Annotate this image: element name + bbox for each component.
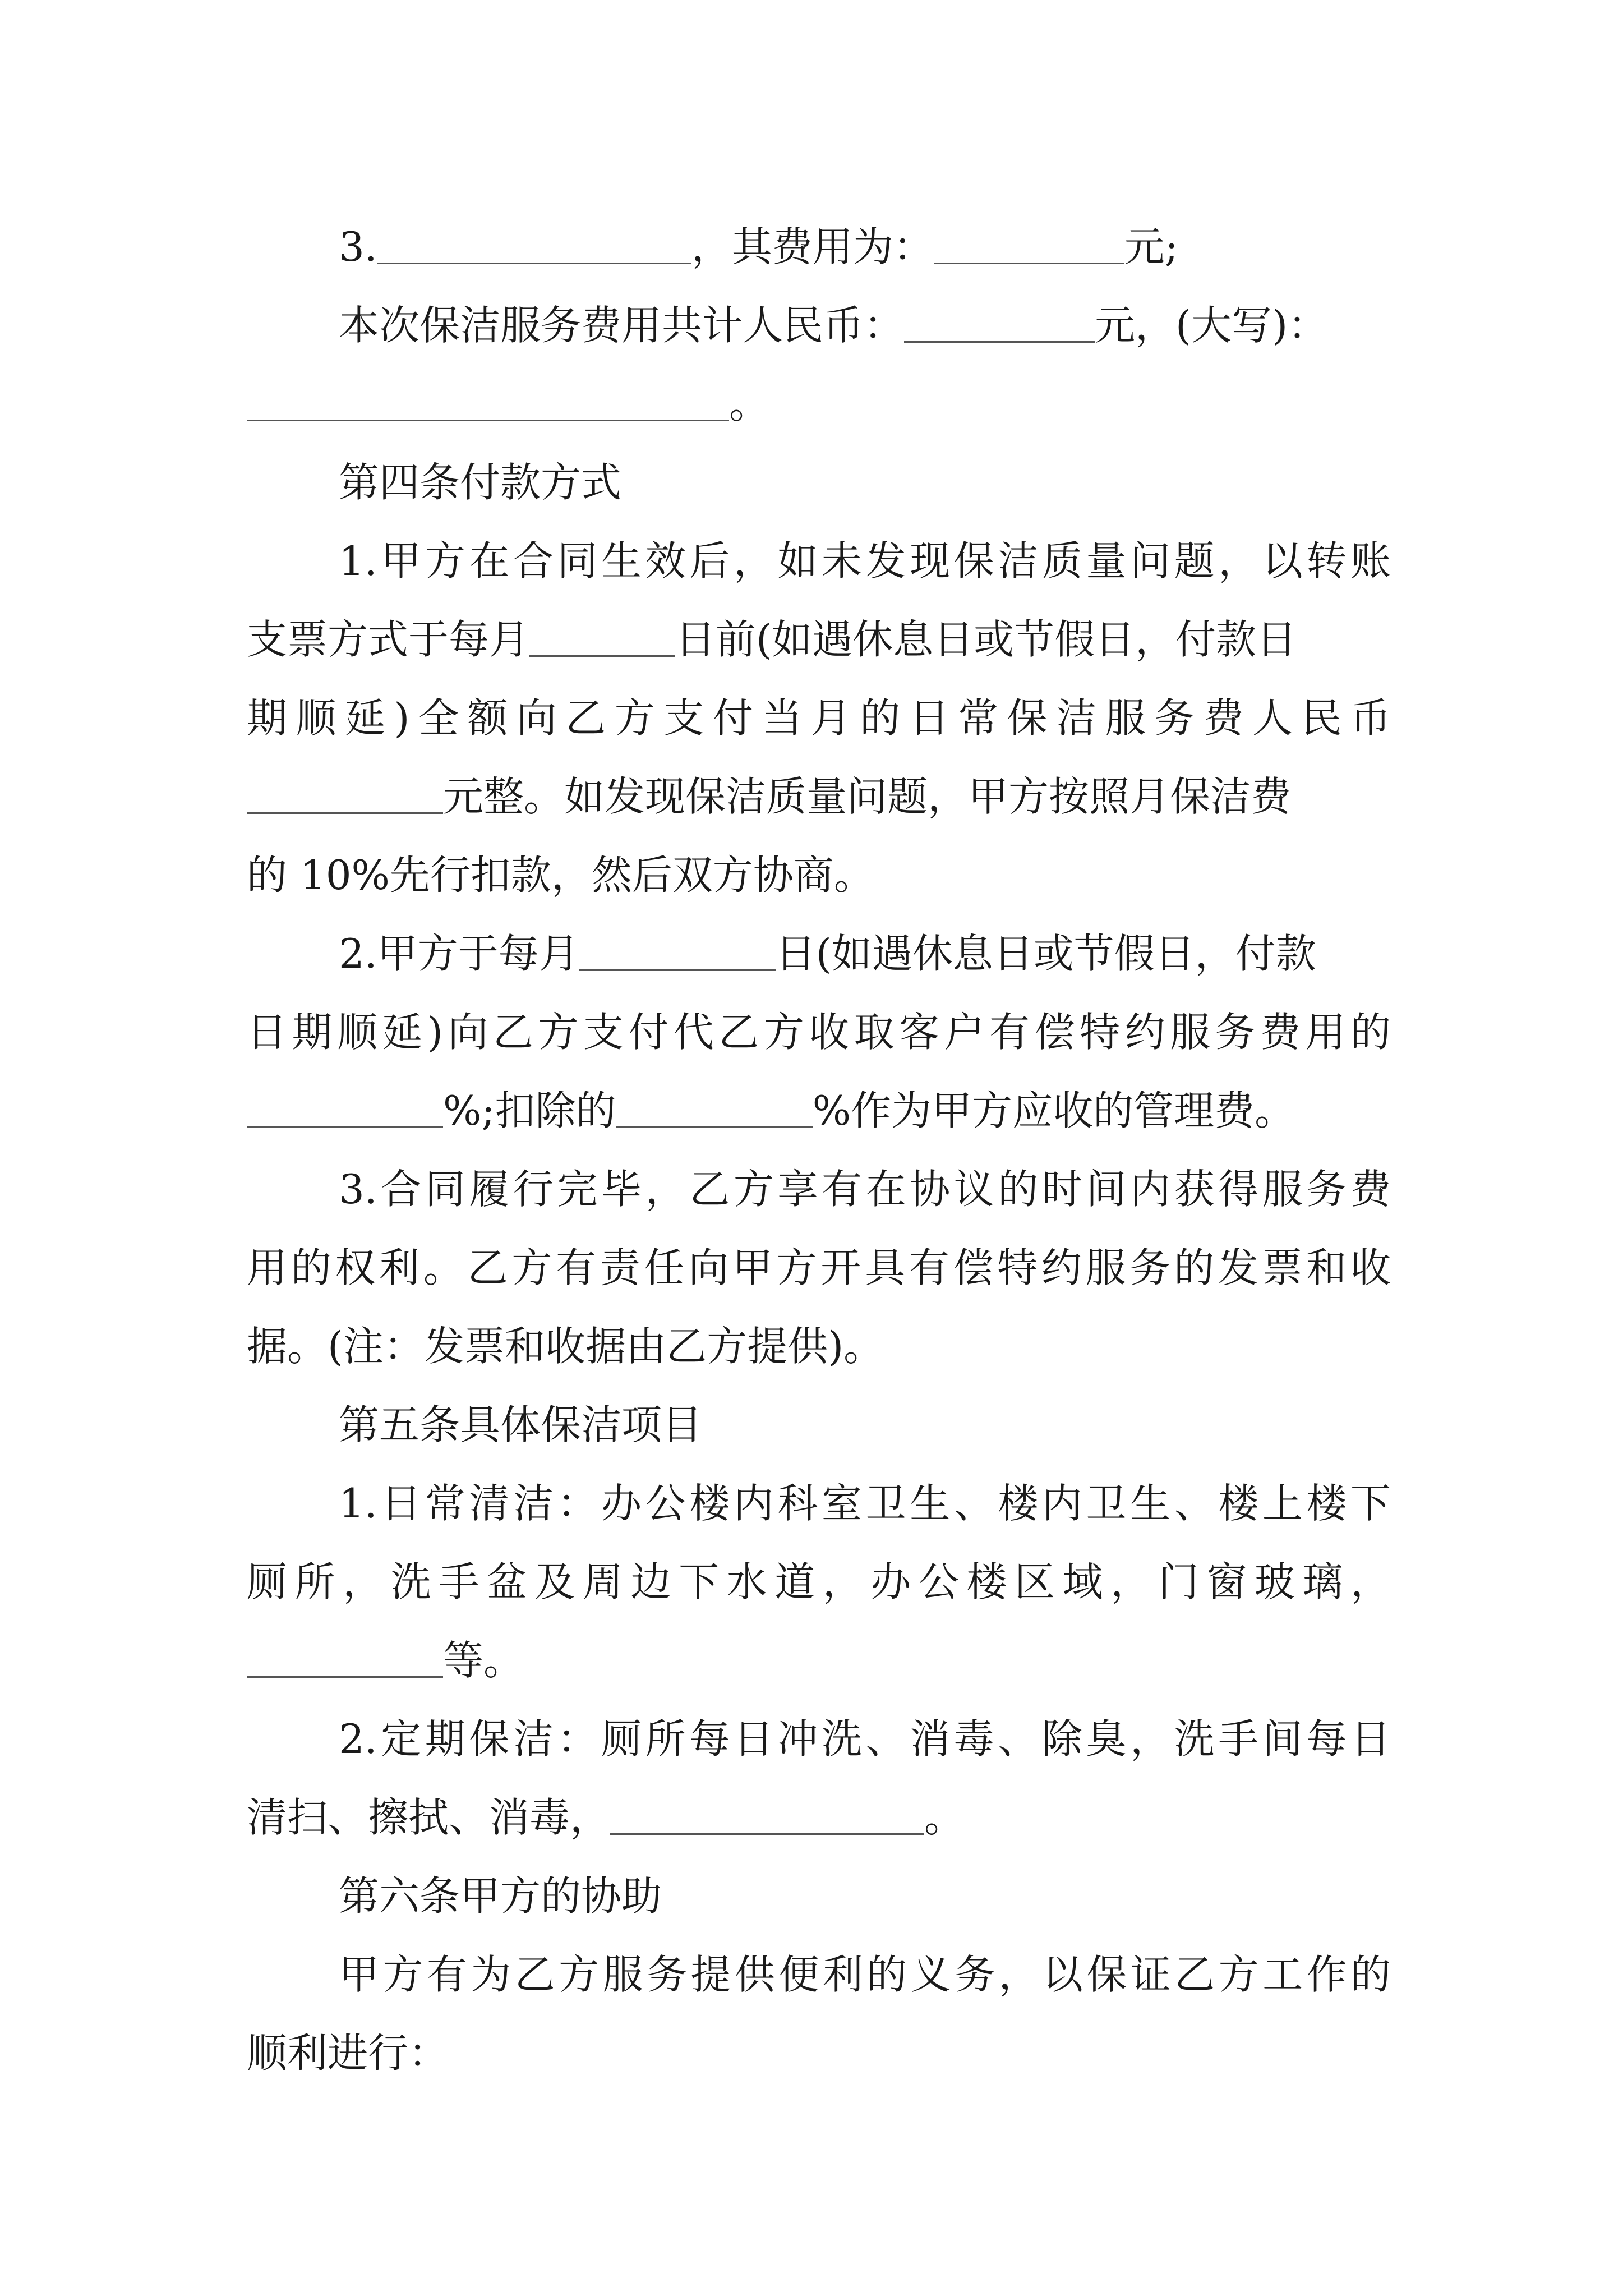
article-6-heading: 第六条甲方的协助 bbox=[339, 1872, 662, 1920]
article-5-item-1-line-3: 等。 bbox=[247, 1618, 1391, 1703]
article-5-item-2-line-1: 2.定期保洁：厕所每日冲洗、消毒、除臭，洗手间每日 bbox=[339, 1715, 1391, 1763]
document-page bbox=[247, 0, 1391, 2296]
article-4-item-2-line-1: 2.甲方于每月 日(如遇休息日或节假日，付款 bbox=[339, 930, 1316, 977]
article-6-line-2: 顺利进行： bbox=[247, 2030, 449, 2077]
fee-label: ，其费用为： bbox=[691, 223, 934, 270]
fee-unit: 元; bbox=[1124, 223, 1178, 270]
article-4-item-1-line-1: 1.甲方在合同生效后，如未发现保洁质量问题，以转账 bbox=[339, 537, 1391, 585]
fee-amount-blank[interactable] bbox=[934, 222, 1124, 264]
article-4-item-2-line-3: %;扣除的 %作为甲方应收的管理费。 bbox=[247, 1069, 1391, 1153]
period: 。 bbox=[729, 380, 770, 427]
daily-cleaning-other-blank[interactable] bbox=[247, 1636, 443, 1678]
payout-percent-blank[interactable] bbox=[247, 1086, 443, 1128]
article-5-item-1-line-1: 1.日常清洁：办公楼内科室卫生、楼内卫生、楼上楼下 bbox=[339, 1480, 1391, 1527]
article-5-item-2-line-2: 清扫、擦拭、消毒， 。 bbox=[247, 1794, 965, 1841]
fee-item-name-blank[interactable] bbox=[377, 222, 691, 264]
total-fee-label: 本次保洁服务费用共计人民币： bbox=[339, 302, 905, 349]
total-fee-uppercase-blank[interactable] bbox=[247, 379, 729, 421]
article-4-item-1-line-2: 支票方式于每月 日前(如遇休息日或节假日，付款日 bbox=[247, 616, 1297, 663]
article-4-item-3-line-2: 用的权利。乙方有责任向甲方开具有偿特约服务的发票和收 bbox=[247, 1244, 1391, 1291]
article-5-heading: 第五条具体保洁项目 bbox=[339, 1401, 703, 1448]
article-5-item-1-line-2: 厕所，洗手盆及周边下水道，办公楼区域，门窗玻璃， bbox=[247, 1558, 1391, 1605]
article-4-item-1-line-4: 元整。如发现保洁质量问题，甲方按照月保洁费 bbox=[247, 754, 1391, 839]
periodic-cleaning-other-blank[interactable] bbox=[610, 1793, 924, 1835]
management-fee-percent-blank[interactable] bbox=[616, 1086, 813, 1128]
article-4-item-1-line-5: 的 10%先行扣款，然后双方协商。 bbox=[247, 852, 874, 899]
article-4-heading: 第四条付款方式 bbox=[339, 459, 622, 506]
special-fee-day-blank[interactable] bbox=[579, 929, 776, 971]
total-fee-line bbox=[339, 283, 1391, 367]
article-6-line-1: 甲方有为乙方服务提供便利的义务，以保证乙方工作的 bbox=[339, 1951, 1391, 1998]
total-fee-uppercase-line bbox=[247, 362, 1391, 446]
total-fee-uppercase-label: 元，(大写)： bbox=[1095, 302, 1329, 349]
fee-item-number: 3. bbox=[339, 223, 377, 270]
article-4-item-3-line-3: 据。(注：发票和收据由乙方提供)。 bbox=[247, 1323, 884, 1370]
payment-day-blank[interactable] bbox=[529, 615, 675, 657]
fee-item-3-line bbox=[339, 205, 1391, 289]
article-4-item-2-line-2: 日期顺延)向乙方支付代乙方收取客户有偿特约服务费用的 bbox=[247, 1009, 1391, 1056]
total-fee-blank[interactable] bbox=[904, 301, 1095, 343]
article-4-item-3-line-1: 3.合同履行完毕，乙方享有在协议的时间内获得服务费 bbox=[339, 1166, 1391, 1213]
monthly-fee-blank[interactable] bbox=[247, 772, 443, 814]
article-4-item-1-line-3: 期顺延)全额向乙方支付当月的日常保洁服务费人民币 bbox=[247, 694, 1391, 742]
